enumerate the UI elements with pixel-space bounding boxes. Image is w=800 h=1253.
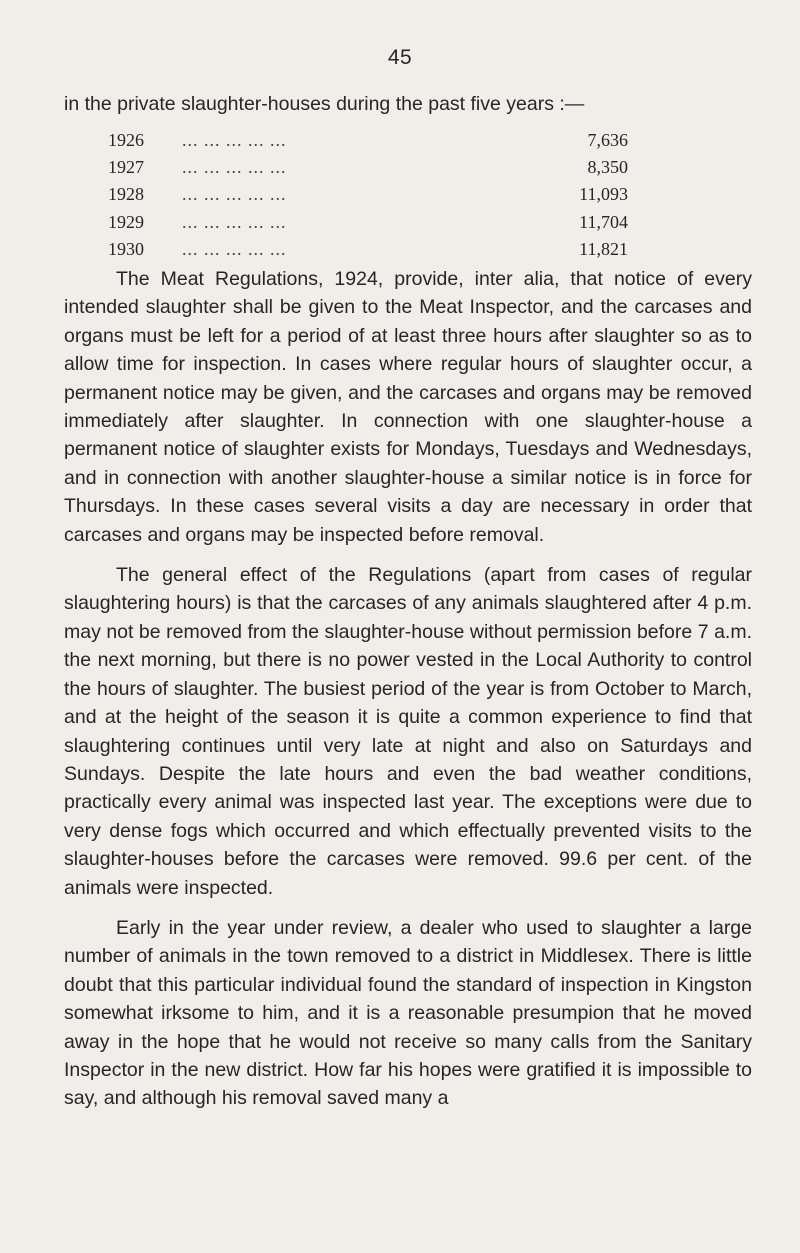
year-cell: 1927 [108, 157, 144, 178]
leader-dots: ... ... ... ... ... [182, 130, 287, 150]
year-cell: 1928 [108, 184, 144, 205]
year-cell: 1929 [108, 211, 144, 232]
leader-dots: ... ... ... ... ... [182, 184, 287, 205]
leader-dots: ... ... ... ... ... [182, 157, 287, 178]
paragraph-general-effect: The general effect of the Regulations (apart from cases of regular slaughtering hours) is that the carcases of any animals slaughtered after 4 p.m. may not be removed from the slaughter-house without permission before 7 a.m. the next morning, but there is no power vested in the Local Authority to control the hours of slaughter. The busiest period of the year is from October to March, and at the height of the season it is quite a common experience to find that slaughtering continues until very late at night and also on Saturdays and Sundays. Despite the late hours and even the bad weather conditions, practically every animal was inspected last year. The exceptions were due to very dense fogs which occurred and which effectually prevented visits to the slaughter-houses before the carcases were removed. 99.6 per cent. of the animals were inspected. [64, 564, 752, 899]
count-cell: 11,821 [579, 238, 628, 259]
paragraph-dealer-removal: Early in the year under review, a dealer who used to slaughter a large number of animals in the town removed to a district in Middlesex. There is little doubt that this particular individual found the standard of inspection in Kingston somewhat irksome to him, and it is a reasonable presumpion that he moved away in the hope that he would not receive so many calls from the Sanitary Inspector in the new district. How far his hopes were gratified it is impossible to say, and although his removal saved many a [64, 916, 752, 1110]
page-number: 45 [387, 46, 413, 69]
count-cell: 11,093 [579, 184, 628, 205]
leader-dots: ... ... ... ... ... [182, 211, 287, 232]
count-cell: 7,636 [587, 130, 628, 150]
slaughter-count-table [108, 127, 628, 263]
count-cell: 8,350 [587, 157, 628, 178]
body-text [64, 265, 752, 1113]
leader-dots: ... ... ... ... ... [182, 238, 287, 259]
count-cell: 11,704 [579, 211, 628, 232]
table-row [108, 154, 628, 181]
year-cell: 1926 [108, 130, 144, 150]
table-row [108, 181, 628, 208]
table-row [108, 236, 628, 263]
intro-line: in the private slaughter-houses during the past five years :— [64, 93, 585, 115]
table-row [108, 127, 628, 154]
year-cell: 1930 [108, 238, 144, 259]
paragraph-meat-regulations: The Meat Regulations, 1924, provide, inter alia, that notice of every intended slaughter shall be given to the Meat Inspector, and the carcases and organs must be left for a period of at least three hours after slaughter so as to allow time for inspection. In cases where regular hours of slaughter occur, a permanent notice may be given, and the carcases and organs may be removed immediately after slaughter. In connection with one slaughter-house a permanent notice of slaughter exists for Mondays, Tuesdays and Wednesdays, and in connection with another slaughter-house a similar notice is in force for Thursdays. In these cases several visits a day are necessary in order that carcases and organs may be inspected before removal. [64, 268, 752, 546]
table-row [108, 209, 628, 236]
